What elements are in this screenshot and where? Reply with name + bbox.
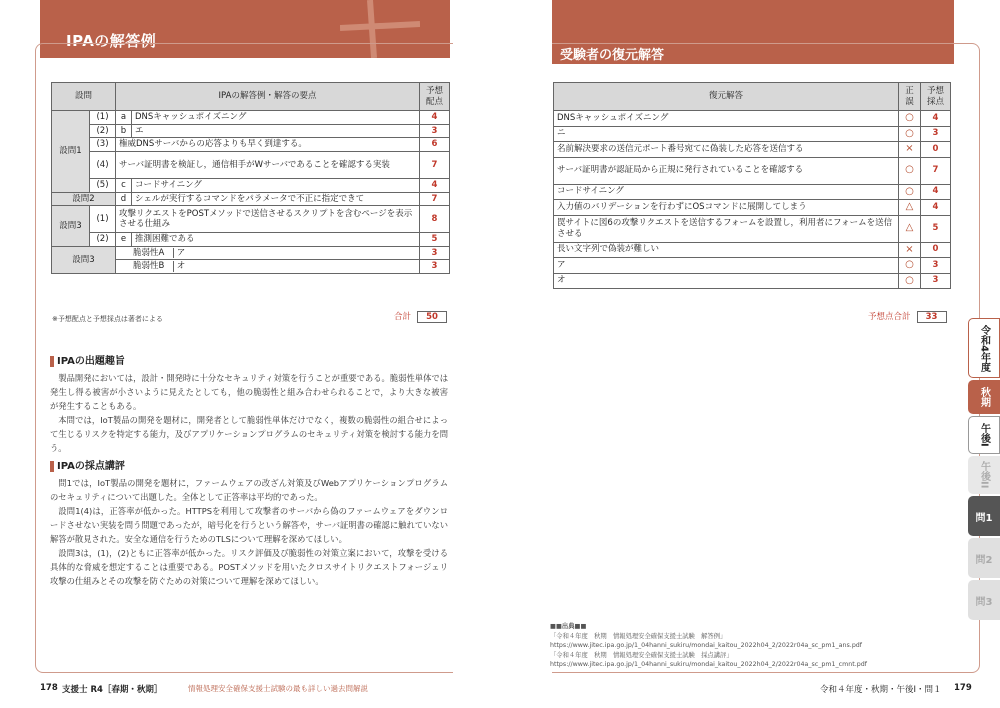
- side-tabs: [968, 318, 1000, 622]
- book-subtitle: 情報処理安全確保支援士試験の最も詳しい過去問解説: [188, 684, 368, 693]
- table-cell: c: [116, 178, 132, 192]
- table-cell: 予想 配点: [420, 83, 450, 111]
- table-cell: 3: [921, 126, 951, 142]
- table-cell: 3: [420, 246, 450, 260]
- table-cell: ×: [899, 242, 921, 258]
- table-cell: △: [899, 215, 921, 242]
- table-cell: オ: [554, 273, 899, 289]
- intent-text: 製品開発においては，設計・開発時に十分なセキュリティ対策を行うことが重要である。脆弱性単体では発生し得る被害が小さいように見えたとしても，他の脆弱性と組み合わせられることで，より大きな被害が発生することもある。 本問では，IoT製品の開発を題材に，開発者として脆弱性単体だけでなく，複数の脆弱性の組合せによって生じるリスクを特定する能力，及びアプリケーションプログラムのセキュリティ対策を検討する能力を問う。: [50, 373, 448, 453]
- table-cell: 設問2: [52, 192, 116, 206]
- table-cell: e: [116, 233, 132, 247]
- table-cell: 7: [420, 151, 450, 178]
- table-cell: ○: [899, 111, 921, 127]
- table-cell: 4: [921, 184, 951, 200]
- table-cell: 3: [921, 273, 951, 289]
- right-title: 受験者の復元解答: [560, 48, 665, 63]
- table-cell: ア: [554, 258, 899, 274]
- recovered-answer-table: [553, 82, 951, 289]
- tab-q1[interactable]: 問1: [968, 496, 1000, 536]
- table-cell: 8: [420, 206, 450, 233]
- table-cell: 7: [420, 192, 450, 206]
- table-cell: (4): [90, 151, 116, 178]
- table-cell: 3: [921, 258, 951, 274]
- table-cell: 正誤: [899, 83, 921, 111]
- right-total: 予想点合計 33: [868, 310, 947, 323]
- table-cell: エ: [132, 124, 420, 138]
- table-cell: 7: [921, 157, 951, 184]
- table-cell: 3: [420, 124, 450, 138]
- table-cell: 4: [420, 178, 450, 192]
- tab-autumn[interactable]: 秋期: [968, 380, 1000, 414]
- table-cell: 4: [420, 111, 450, 125]
- table-cell: 設問: [52, 83, 116, 111]
- table-cell: サーバ証明書を検証し，通信相手がWサーバであることを確認する実装: [116, 151, 420, 178]
- table-cell: 脆弱性B オ: [116, 260, 420, 274]
- book-title: 支援士 R4［春期・秋期］: [62, 685, 163, 695]
- table-cell: 復元解答: [554, 83, 899, 111]
- table-cell: 設問3: [52, 246, 116, 273]
- table-cell: 0: [921, 142, 951, 158]
- table-cell: 攻撃リクエストをPOSTメソッドで送信させるスクリプトを含むページを表示させる仕組み: [116, 206, 420, 233]
- table-cell: 5: [921, 215, 951, 242]
- table-cell: 名前解決要求の送信元ポート番号宛てに偽装した応答を送信する: [554, 142, 899, 158]
- table-cell: 長い文字列で偽装が難しい: [554, 242, 899, 258]
- table-cell: ○: [899, 126, 921, 142]
- table-cell: 権威DNSサーバからの応答よりも早く到達する。: [116, 138, 420, 152]
- table-cell: コードサイニング: [554, 184, 899, 200]
- score-note: ※予想配点と予想採点は著者による: [52, 315, 163, 323]
- table-cell: サーバ証明書が認証局から正規に発行されていることを確認する: [554, 157, 899, 184]
- table-cell: ○: [899, 258, 921, 274]
- table-cell: (2): [90, 124, 116, 138]
- tab-pm1[interactable]: 午後I: [968, 416, 1000, 454]
- table-cell: b: [116, 124, 132, 138]
- table-cell: シェルが実行するコマンドをパラメータで不正に指定できて: [132, 192, 420, 206]
- table-cell: ○: [899, 157, 921, 184]
- left-title: IPAの解答例: [66, 32, 157, 50]
- table-cell: ○: [899, 273, 921, 289]
- table-cell: 4: [921, 200, 951, 216]
- table-cell: 5: [420, 233, 450, 247]
- source-block: ■■出典■■ 「令和４年度 秋期 情報処理安全確保支援士試験 解答例」 https://www.jitec.ipa.go.jp/1_04hanni_sukiru/mondai_kaitou_2022h04_2/2022r04a_sc_pm1_ans.pdf 「令和４年度 秋期 情報処理安全確保支援士試験 採点講評」 https://www.jitec.ipa.go.jp/1_04hanni_sukiru/mondai_kaitou_2022h04_2/2022r04a_sc_pm1_cmnt.pdf: [550, 623, 867, 668]
- tab-pm2[interactable]: 午後II: [968, 456, 1000, 494]
- right-footer-text: 令和４年度・秋期・午後Ⅰ・問１: [820, 685, 942, 695]
- table-cell: 6: [420, 138, 450, 152]
- left-total: 合計 50: [394, 310, 447, 323]
- table-cell: 3: [420, 260, 450, 274]
- table-cell: 設問1: [52, 111, 90, 193]
- table-cell: 推測困難である: [132, 233, 420, 247]
- left-page-number: 178: [40, 683, 58, 693]
- ipa-answer-table: [51, 82, 450, 274]
- section-heading-intent: IPAの出題趣旨: [50, 356, 125, 367]
- table-cell: △: [899, 200, 921, 216]
- table-cell: 脆弱性A ア: [116, 246, 420, 260]
- tab-q2[interactable]: 問2: [968, 538, 1000, 578]
- table-cell: DNSキャッシュポイズニング: [132, 111, 420, 125]
- table-cell: 0: [921, 242, 951, 258]
- table-cell: DNSキャッシュポイズニング: [554, 111, 899, 127]
- table-cell: (1): [90, 206, 116, 233]
- tab-year[interactable]: 令和4年度: [968, 318, 1000, 378]
- tab-q3[interactable]: 問3: [968, 580, 1000, 620]
- table-cell: 予想 採点: [921, 83, 951, 111]
- table-cell: (5): [90, 178, 116, 192]
- table-cell: 4: [921, 111, 951, 127]
- table-cell: (3): [90, 138, 116, 152]
- right-page-number: 179: [954, 683, 972, 693]
- table-cell: 設問3: [52, 206, 90, 247]
- section-heading-review: IPAの採点講評: [50, 461, 125, 472]
- table-cell: ×: [899, 142, 921, 158]
- table-cell: 入力値のバリデーションを行わずにOSコマンドに展開してしまう: [554, 200, 899, 216]
- table-cell: (1): [90, 111, 116, 125]
- table-cell: ○: [899, 184, 921, 200]
- table-cell: ニ: [554, 126, 899, 142]
- table-cell: a: [116, 111, 132, 125]
- table-cell: コードサイニング: [132, 178, 420, 192]
- table-cell: d: [116, 192, 132, 206]
- table-cell: 罠サイトに図6の攻撃リクエストを送信するフォームを設置し，利用者にフォームを送信させる: [554, 215, 899, 242]
- table-cell: IPAの解答例・解答の要点: [116, 83, 420, 111]
- table-cell: (2): [90, 233, 116, 247]
- review-text: 問1では，IoT製品の開発を題材に，ファームウェアの改ざん対策及びWebアプリケーションプログラムのセキュリティについて出題した。全体として正答率は平均的であった。 設問1(4)は，正答率が低かった。HTTPSを利用して攻撃者のサーバから偽のファームウェアをダウンロードさせない実装を問う問題であったが，暗号化を行うという解答や，サーバ証明書の確認に触れていない解答が散見された。安全な通信を行うためのTLSについて理解を深めてほしい。 設問3は，(1)，(2)ともに正答率が低かった。リスク評価及び脆弱性の対策立案において，攻撃を受ける具体的な脅威を想定することは重要である。POSTメソッドを用いたクロスサイトリクエストフォージェリ攻撃の仕組みとその攻撃を防ぐための対策について理解を深めてほしい。: [50, 478, 448, 586]
